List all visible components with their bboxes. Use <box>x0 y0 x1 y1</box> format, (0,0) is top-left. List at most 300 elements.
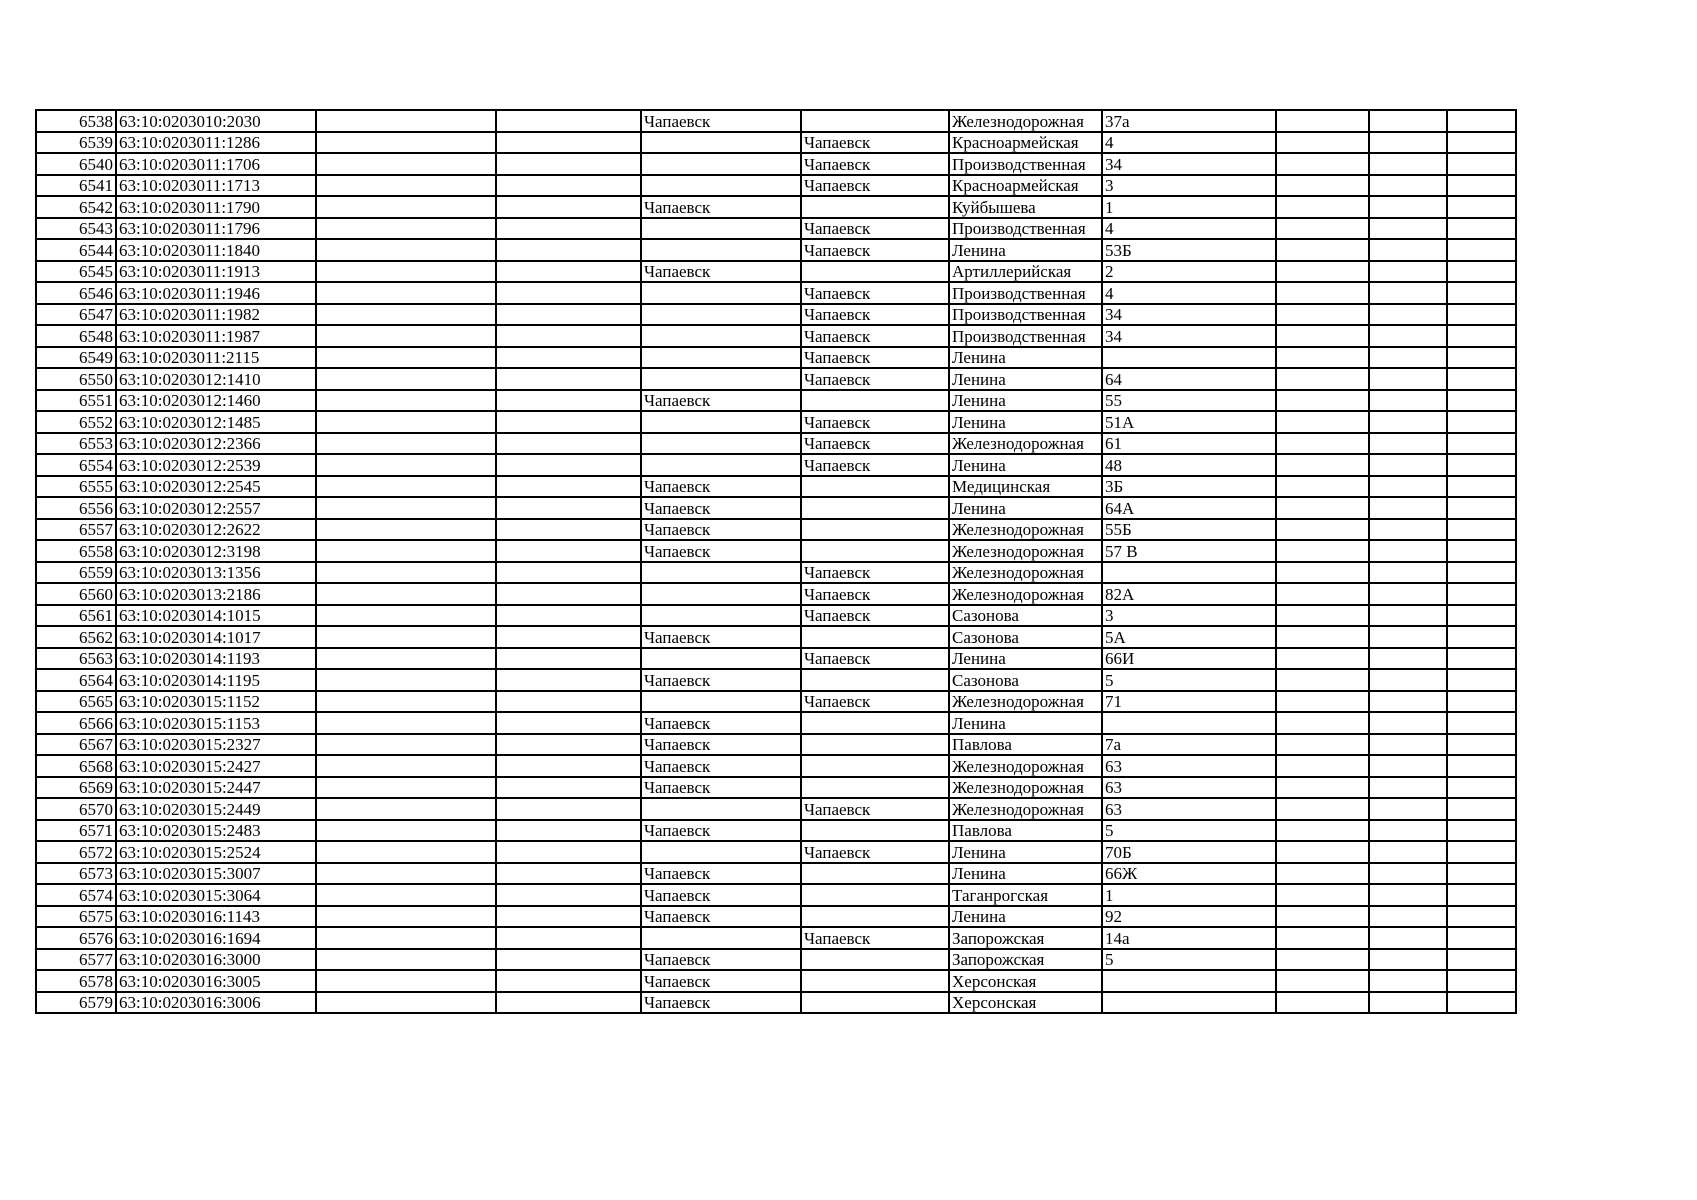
street-cell: Железнодорожная <box>949 110 1102 132</box>
cadastral-number-cell: 63:10:0203016:3000 <box>116 949 316 971</box>
cadastral-number-cell: 63:10:0203015:2427 <box>116 755 316 777</box>
table-row <box>36 411 1595 433</box>
house-cell: 82А <box>1102 583 1276 605</box>
empty-cell <box>496 411 641 433</box>
cadastral-number-cell: 63:10:0203011:1796 <box>116 218 316 240</box>
city-cell <box>641 132 801 154</box>
cadastral-number-cell: 63:10:0203011:1706 <box>116 153 316 175</box>
row-number-cell: 6553 <box>36 433 116 455</box>
table-row <box>36 325 1595 347</box>
address-table <box>35 109 1596 1014</box>
street-cell: Ленина <box>949 712 1102 734</box>
row-number-cell: 6541 <box>36 175 116 197</box>
table-row <box>36 583 1595 605</box>
cadastral-number-cell: 63:10:0203011:1713 <box>116 175 316 197</box>
empty-cell <box>316 218 496 240</box>
empty-cell <box>316 648 496 670</box>
street-cell: Запорожская <box>949 949 1102 971</box>
city-cell: Чапаевск <box>641 992 801 1014</box>
city-cell <box>641 304 801 326</box>
cadastral-number-cell: 63:10:0203012:2539 <box>116 454 316 476</box>
street-cell: Ленина <box>949 841 1102 863</box>
empty-cell <box>1276 734 1369 756</box>
empty-cell <box>496 325 641 347</box>
empty-cell <box>1447 433 1516 455</box>
cadastral-number-cell: 63:10:0203015:2483 <box>116 820 316 842</box>
house-cell: 70Б <box>1102 841 1276 863</box>
empty-cell <box>1447 863 1516 885</box>
settlement-cell: Чапаевск <box>801 841 949 863</box>
empty-cell <box>316 734 496 756</box>
empty-cell <box>1447 390 1516 412</box>
empty-cell <box>496 562 641 584</box>
table-row <box>36 949 1595 971</box>
city-cell <box>641 347 801 369</box>
empty-cell <box>1447 841 1516 863</box>
table-row <box>36 906 1595 928</box>
settlement-cell: Чапаевск <box>801 153 949 175</box>
table-row <box>36 884 1595 906</box>
empty-cell <box>316 626 496 648</box>
cadastral-number-cell: 63:10:0203012:1410 <box>116 368 316 390</box>
empty-cell <box>1369 282 1447 304</box>
city-cell <box>641 433 801 455</box>
row-number-cell: 6550 <box>36 368 116 390</box>
empty-cell <box>1276 304 1369 326</box>
settlement-cell: Чапаевск <box>801 347 949 369</box>
empty-cell <box>1447 368 1516 390</box>
city-cell <box>641 368 801 390</box>
empty-cell <box>1276 282 1369 304</box>
city-cell: Чапаевск <box>641 712 801 734</box>
empty-cell <box>1276 884 1369 906</box>
empty-cell <box>1276 669 1369 691</box>
empty-cell <box>316 691 496 713</box>
house-cell: 51А <box>1102 411 1276 433</box>
empty-cell <box>1447 605 1516 627</box>
table-row <box>36 755 1595 777</box>
cadastral-number-cell: 63:10:0203011:1913 <box>116 261 316 283</box>
empty-cell <box>1276 239 1369 261</box>
empty-cell <box>496 390 641 412</box>
settlement-cell: Чапаевск <box>801 218 949 240</box>
empty-cell <box>496 540 641 562</box>
empty-cell <box>1369 605 1447 627</box>
row-number-cell: 6562 <box>36 626 116 648</box>
empty-cell <box>1369 798 1447 820</box>
empty-cell <box>316 841 496 863</box>
row-number-cell: 6542 <box>36 196 116 218</box>
cadastral-number-cell: 63:10:0203014:1017 <box>116 626 316 648</box>
empty-cell <box>316 368 496 390</box>
row-number-cell: 6564 <box>36 669 116 691</box>
empty-cell <box>316 239 496 261</box>
empty-cell <box>1276 906 1369 928</box>
table-row <box>36 454 1595 476</box>
empty-cell <box>1276 325 1369 347</box>
empty-cell <box>316 820 496 842</box>
street-cell: Ленина <box>949 390 1102 412</box>
empty-cell <box>1369 261 1447 283</box>
house-cell: 55Б <box>1102 519 1276 541</box>
table-row <box>36 820 1595 842</box>
empty-cell <box>1276 798 1369 820</box>
table-row <box>36 368 1595 390</box>
empty-cell <box>1276 540 1369 562</box>
cadastral-number-cell: 63:10:0203015:2524 <box>116 841 316 863</box>
row-number-cell: 6538 <box>36 110 116 132</box>
cadastral-number-cell: 63:10:0203012:1485 <box>116 411 316 433</box>
city-cell: Чапаевск <box>641 626 801 648</box>
empty-cell <box>1276 497 1369 519</box>
cadastral-number-cell: 63:10:0203012:2622 <box>116 519 316 541</box>
row-number-cell: 6565 <box>36 691 116 713</box>
table-row <box>36 540 1595 562</box>
house-cell: 71 <box>1102 691 1276 713</box>
table-row <box>36 562 1595 584</box>
row-number-cell: 6577 <box>36 949 116 971</box>
empty-cell <box>1369 884 1447 906</box>
empty-cell <box>1276 411 1369 433</box>
empty-cell <box>496 519 641 541</box>
cadastral-number-cell: 63:10:0203016:1694 <box>116 927 316 949</box>
table-row <box>36 734 1595 756</box>
settlement-cell: Чапаевск <box>801 648 949 670</box>
empty-cell <box>1369 777 1447 799</box>
empty-cell <box>316 949 496 971</box>
empty-cell <box>316 153 496 175</box>
house-cell: 55 <box>1102 390 1276 412</box>
empty-cell <box>1276 949 1369 971</box>
city-cell: Чапаевск <box>641 906 801 928</box>
row-number-cell: 6561 <box>36 605 116 627</box>
cadastral-number-cell: 63:10:0203015:2449 <box>116 798 316 820</box>
settlement-cell <box>801 906 949 928</box>
empty-cell <box>1276 261 1369 283</box>
house-cell: 64А <box>1102 497 1276 519</box>
empty-cell <box>1447 970 1516 992</box>
empty-cell <box>1369 992 1447 1014</box>
empty-cell <box>1276 196 1369 218</box>
empty-cell <box>316 196 496 218</box>
settlement-cell: Чапаевск <box>801 433 949 455</box>
empty-cell <box>496 433 641 455</box>
settlement-cell: Чапаевск <box>801 691 949 713</box>
empty-cell <box>316 304 496 326</box>
table-row <box>36 175 1595 197</box>
empty-cell <box>1276 390 1369 412</box>
empty-cell <box>1447 282 1516 304</box>
row-number-cell: 6578 <box>36 970 116 992</box>
empty-cell <box>1276 433 1369 455</box>
table-row <box>36 218 1595 240</box>
cadastral-number-cell: 63:10:0203011:1840 <box>116 239 316 261</box>
empty-cell <box>1276 519 1369 541</box>
empty-cell <box>496 755 641 777</box>
table-row <box>36 712 1595 734</box>
row-number-cell: 6557 <box>36 519 116 541</box>
settlement-cell: Чапаевск <box>801 282 949 304</box>
street-cell: Железнодорожная <box>949 777 1102 799</box>
street-cell: Железнодорожная <box>949 755 1102 777</box>
empty-cell <box>1369 196 1447 218</box>
house-cell: 3 <box>1102 605 1276 627</box>
city-cell: Чапаевск <box>641 863 801 885</box>
cadastral-number-cell: 63:10:0203015:2447 <box>116 777 316 799</box>
empty-cell <box>1276 755 1369 777</box>
street-cell: Херсонская <box>949 992 1102 1014</box>
house-cell: 34 <box>1102 153 1276 175</box>
street-cell: Железнодорожная <box>949 798 1102 820</box>
city-cell: Чапаевск <box>641 734 801 756</box>
empty-cell <box>1369 755 1447 777</box>
empty-cell <box>1447 497 1516 519</box>
table-row <box>36 777 1595 799</box>
empty-cell <box>496 820 641 842</box>
empty-cell <box>1369 132 1447 154</box>
table-row <box>36 282 1595 304</box>
empty-cell <box>316 175 496 197</box>
empty-cell <box>316 454 496 476</box>
house-cell: 14а <box>1102 927 1276 949</box>
empty-cell <box>1369 368 1447 390</box>
empty-cell <box>316 282 496 304</box>
city-cell <box>641 153 801 175</box>
cadastral-number-cell: 63:10:0203016:3006 <box>116 992 316 1014</box>
street-cell: Красноармейская <box>949 175 1102 197</box>
empty-cell <box>316 497 496 519</box>
city-cell: Чапаевск <box>641 497 801 519</box>
cadastral-number-cell: 63:10:0203016:3005 <box>116 970 316 992</box>
city-cell: Чапаевск <box>641 949 801 971</box>
row-number-cell: 6540 <box>36 153 116 175</box>
cadastral-number-cell: 63:10:0203012:1460 <box>116 390 316 412</box>
house-cell <box>1102 970 1276 992</box>
cadastral-number-cell: 63:10:0203012:2545 <box>116 476 316 498</box>
row-number-cell: 6566 <box>36 712 116 734</box>
settlement-cell: Чапаевск <box>801 411 949 433</box>
house-cell: 64 <box>1102 368 1276 390</box>
row-number-cell: 6556 <box>36 497 116 519</box>
settlement-cell: Чапаевск <box>801 583 949 605</box>
empty-cell <box>496 476 641 498</box>
house-cell: 34 <box>1102 304 1276 326</box>
row-number-cell: 6579 <box>36 992 116 1014</box>
row-number-cell: 6539 <box>36 132 116 154</box>
empty-cell <box>496 175 641 197</box>
empty-cell <box>496 282 641 304</box>
empty-cell <box>496 261 641 283</box>
street-cell: Производственная <box>949 304 1102 326</box>
empty-cell <box>316 755 496 777</box>
street-cell: Павлова <box>949 820 1102 842</box>
empty-cell <box>1276 454 1369 476</box>
city-cell <box>641 454 801 476</box>
empty-cell <box>316 798 496 820</box>
empty-cell <box>1369 927 1447 949</box>
empty-cell <box>1369 949 1447 971</box>
street-cell: Железнодорожная <box>949 433 1102 455</box>
cadastral-number-cell: 63:10:0203012:2366 <box>116 433 316 455</box>
row-number-cell: 6569 <box>36 777 116 799</box>
empty-cell <box>1447 648 1516 670</box>
table-row <box>36 153 1595 175</box>
empty-cell <box>316 605 496 627</box>
street-cell: Производственная <box>949 282 1102 304</box>
table-row <box>36 669 1595 691</box>
empty-cell <box>496 626 641 648</box>
street-cell: Херсонская <box>949 970 1102 992</box>
settlement-cell: Чапаевск <box>801 927 949 949</box>
settlement-cell: Чапаевск <box>801 132 949 154</box>
empty-cell <box>1447 239 1516 261</box>
empty-cell <box>1276 970 1369 992</box>
house-cell: 66Ж <box>1102 863 1276 885</box>
table-row <box>36 476 1595 498</box>
table-row <box>36 347 1595 369</box>
empty-cell <box>496 153 641 175</box>
house-cell: 48 <box>1102 454 1276 476</box>
house-cell: 5 <box>1102 669 1276 691</box>
empty-cell <box>496 110 641 132</box>
city-cell <box>641 583 801 605</box>
house-cell <box>1102 992 1276 1014</box>
street-cell: Железнодорожная <box>949 583 1102 605</box>
empty-cell <box>1447 540 1516 562</box>
empty-cell <box>1276 218 1369 240</box>
empty-cell <box>316 390 496 412</box>
empty-cell <box>496 734 641 756</box>
cadastral-number-cell: 63:10:0203014:1015 <box>116 605 316 627</box>
empty-cell <box>1447 949 1516 971</box>
empty-cell <box>316 712 496 734</box>
city-cell <box>641 605 801 627</box>
empty-cell <box>1369 347 1447 369</box>
settlement-cell <box>801 626 949 648</box>
row-number-cell: 6563 <box>36 648 116 670</box>
settlement-cell <box>801 734 949 756</box>
row-number-cell: 6543 <box>36 218 116 240</box>
cadastral-number-cell: 63:10:0203011:1790 <box>116 196 316 218</box>
street-cell: Производственная <box>949 153 1102 175</box>
house-cell <box>1102 712 1276 734</box>
cadastral-number-cell: 63:10:0203015:3007 <box>116 863 316 885</box>
settlement-cell: Чапаевск <box>801 605 949 627</box>
city-cell <box>641 927 801 949</box>
table-row <box>36 239 1595 261</box>
empty-cell <box>1369 411 1447 433</box>
empty-cell <box>1369 454 1447 476</box>
settlement-cell <box>801 497 949 519</box>
street-cell: Железнодорожная <box>949 540 1102 562</box>
empty-cell <box>496 218 641 240</box>
empty-cell <box>496 906 641 928</box>
empty-cell <box>496 777 641 799</box>
empty-cell <box>1369 626 1447 648</box>
empty-cell <box>1276 368 1369 390</box>
settlement-cell <box>801 519 949 541</box>
row-number-cell: 6574 <box>36 884 116 906</box>
empty-cell <box>1369 841 1447 863</box>
table-row <box>36 433 1595 455</box>
cadastral-number-cell: 63:10:0203012:2557 <box>116 497 316 519</box>
empty-cell <box>496 454 641 476</box>
empty-cell <box>1369 497 1447 519</box>
empty-cell <box>316 325 496 347</box>
street-cell: Железнодорожная <box>949 691 1102 713</box>
street-cell: Павлова <box>949 734 1102 756</box>
city-cell: Чапаевск <box>641 884 801 906</box>
row-number-cell: 6554 <box>36 454 116 476</box>
table-row <box>36 863 1595 885</box>
settlement-cell <box>801 863 949 885</box>
house-cell: 1 <box>1102 196 1276 218</box>
street-cell: Ленина <box>949 347 1102 369</box>
empty-cell <box>1447 132 1516 154</box>
empty-cell <box>1276 110 1369 132</box>
house-cell: 57 В <box>1102 540 1276 562</box>
empty-cell <box>1447 734 1516 756</box>
cadastral-number-cell: 63:10:0203011:1987 <box>116 325 316 347</box>
empty-cell <box>1447 218 1516 240</box>
empty-cell <box>316 110 496 132</box>
street-cell: Таганрогская <box>949 884 1102 906</box>
house-cell: 3 <box>1102 175 1276 197</box>
empty-cell <box>316 777 496 799</box>
empty-cell <box>316 540 496 562</box>
settlement-cell <box>801 777 949 799</box>
cadastral-number-cell: 63:10:0203015:1152 <box>116 691 316 713</box>
table-row <box>36 132 1595 154</box>
row-number-cell: 6558 <box>36 540 116 562</box>
street-cell: Ленина <box>949 411 1102 433</box>
empty-cell <box>1369 175 1447 197</box>
city-cell <box>641 841 801 863</box>
empty-cell <box>496 605 641 627</box>
empty-cell <box>1447 820 1516 842</box>
empty-cell <box>1447 777 1516 799</box>
settlement-cell: Чапаевск <box>801 798 949 820</box>
settlement-cell <box>801 540 949 562</box>
empty-cell <box>1369 476 1447 498</box>
empty-cell <box>1276 777 1369 799</box>
empty-cell <box>496 196 641 218</box>
settlement-cell: Чапаевск <box>801 239 949 261</box>
empty-cell <box>1276 175 1369 197</box>
empty-cell <box>1447 906 1516 928</box>
empty-cell <box>496 239 641 261</box>
empty-cell <box>1276 691 1369 713</box>
house-cell <box>1102 347 1276 369</box>
house-cell: 1 <box>1102 884 1276 906</box>
cadastral-number-cell: 63:10:0203011:2115 <box>116 347 316 369</box>
house-cell: 5 <box>1102 820 1276 842</box>
city-cell <box>641 411 801 433</box>
settlement-cell <box>801 949 949 971</box>
empty-cell <box>1276 648 1369 670</box>
house-cell: 5А <box>1102 626 1276 648</box>
house-cell: 63 <box>1102 755 1276 777</box>
cadastral-number-cell: 63:10:0203013:1356 <box>116 562 316 584</box>
empty-cell <box>316 970 496 992</box>
empty-cell <box>1447 347 1516 369</box>
row-number-cell: 6547 <box>36 304 116 326</box>
settlement-cell <box>801 196 949 218</box>
empty-cell <box>496 304 641 326</box>
empty-cell <box>496 497 641 519</box>
table-row <box>36 110 1595 132</box>
street-cell: Куйбышева <box>949 196 1102 218</box>
